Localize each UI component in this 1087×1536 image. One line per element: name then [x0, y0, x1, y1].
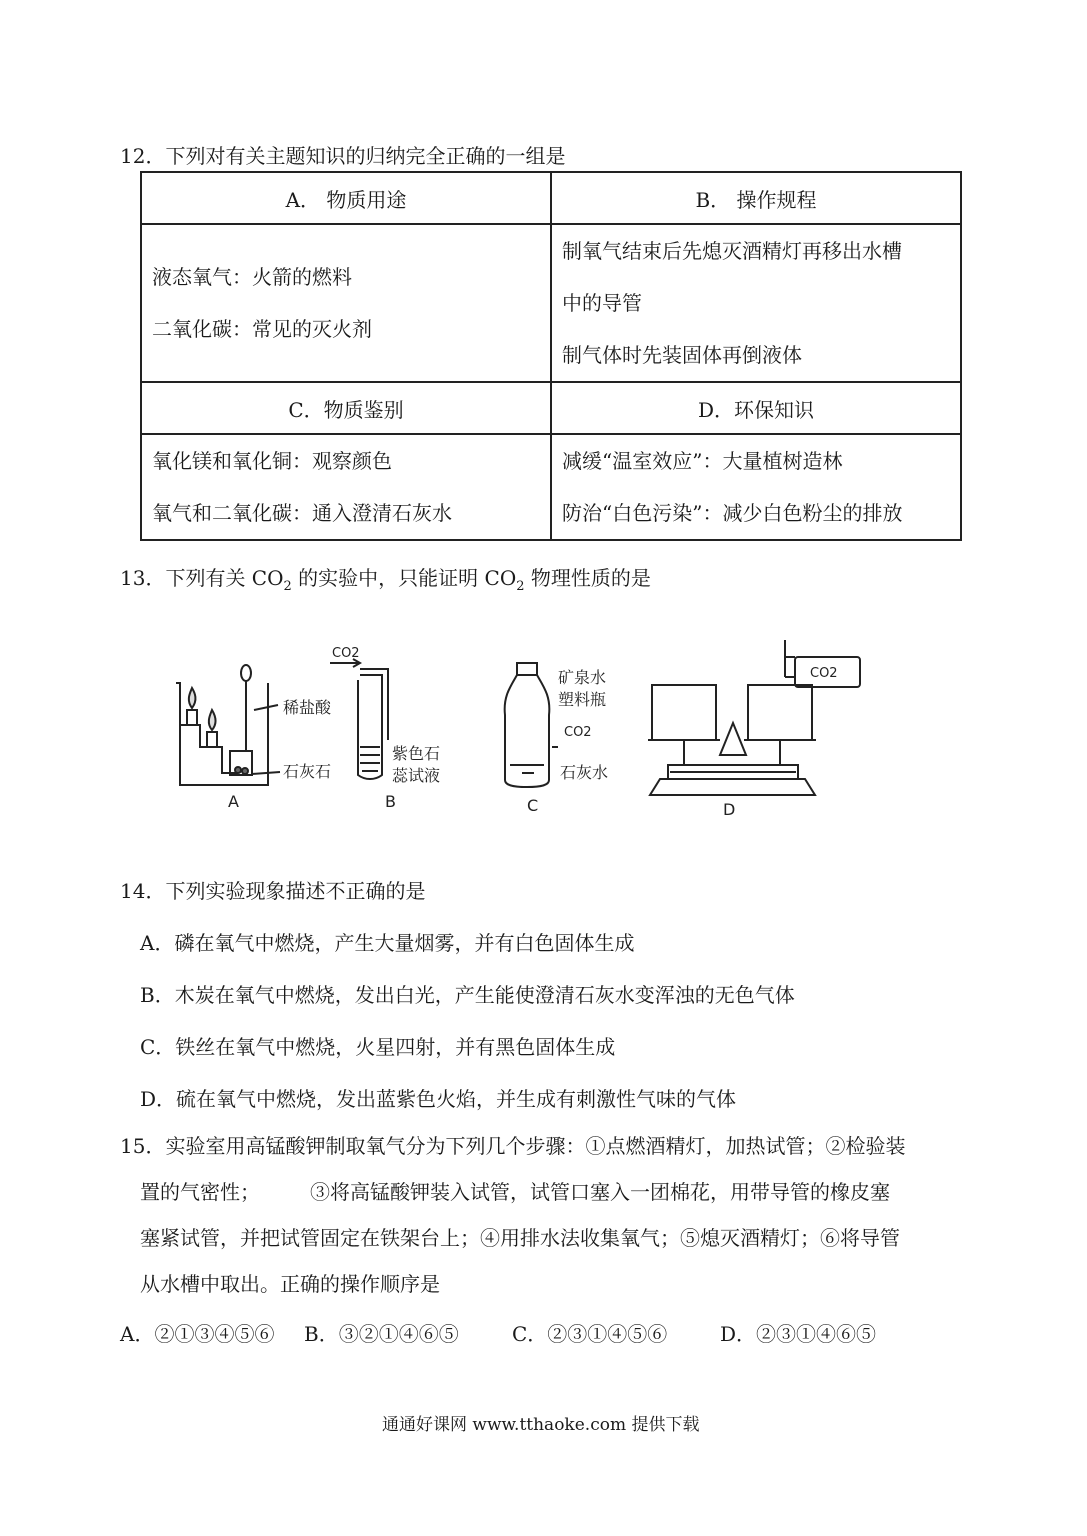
q12-a-content [141, 224, 551, 382]
q12-c-header: C．物质鉴别 [141, 382, 551, 434]
q12-stem: 12．下列对有关主题知识的归纳完全正确的一组是 [120, 144, 566, 168]
q12-a-line: 液态氧气：火箭的燃料 [152, 265, 352, 289]
q12-b-content [551, 224, 961, 382]
q12-d-content [551, 434, 961, 540]
q13-stem: 13．下列有关 $CO_2$ 的实验中，只能证明 $CO_2$ 物理性质的是 [120, 566, 651, 594]
c-gas-label: CO2 [564, 725, 592, 740]
q14-option-d: D．硫在氧气中燃烧，发出蓝紫色火焰，并生成有刺激性气味的气体 [140, 1087, 737, 1111]
q14-option-a: A．磷在氧气中燃烧，产生大量烟雾，并有白色固体生成 [140, 931, 635, 955]
q14-stem: 14．下列实验现象描述不正确的是 [120, 879, 426, 903]
q14-option-c: C．铁丝在氧气中燃烧，火星四射，并有黑色固体生成 [140, 1035, 616, 1059]
q15-line: 置的气密性； ③将高锰酸钾装入试管，试管口塞入一团棉花，用带导管的橡皮塞 [140, 1180, 890, 1204]
c-caption: C [527, 796, 539, 815]
q12-d-header: D．环保知识 [551, 382, 961, 434]
b-label-1: 紫色石 [392, 744, 441, 763]
q12-b-header: B． 操作规程 [551, 172, 961, 224]
c-label-2: 塑料瓶 [558, 690, 607, 709]
q12-c-line: 氧化镁和氧化铜：观察颜色 [152, 449, 392, 473]
figure-d-apparatus [648, 640, 860, 795]
q13-figure [160, 635, 880, 820]
q15-line: 15．实验室用高锰酸钾制取氧气分为下列几个步骤：①点燃酒精灯，加热试管；②检验装 [120, 1134, 906, 1158]
q12-a-line: 二氧化碳：常见的灭火剂 [152, 317, 372, 341]
q15-line: 从水槽中取出。正确的操作顺序是 [140, 1272, 440, 1296]
a-caption: A [228, 792, 239, 811]
q12-b-line: 中的导管 [562, 291, 642, 315]
a-label-acid: 稀盐酸 [283, 698, 332, 717]
a-label-limestone: 石灰石 [283, 762, 332, 781]
figure-c-apparatus [505, 663, 558, 787]
q12-c-content [141, 434, 551, 540]
q15-option-c: C．②③①④⑤⑥ [512, 1322, 668, 1346]
c-label-1: 矿泉水 [558, 668, 607, 687]
q15-line: 塞紧试管，并把试管固定在铁架台上；④用排水法收集氧气；⑤熄灭酒精灯；⑥将导管 [140, 1226, 900, 1250]
figure-b-apparatus [330, 659, 388, 779]
figure-a-apparatus [176, 665, 280, 785]
q14-option-b: B．木炭在氧气中燃烧，发出白光，产生能使澄清石灰水变浑浊的无色气体 [140, 983, 795, 1007]
q12-d-line: 防治“白色污染”：减少白色粉尘的排放 [562, 501, 903, 525]
q12-table [140, 171, 962, 541]
q15-option-d: D．②③①④⑥⑤ [720, 1322, 877, 1346]
q12-b-line: 制氧气结束后先熄灭酒精灯再移出水槽 [562, 239, 902, 263]
b-label-2: 蕊试液 [392, 766, 441, 785]
q15-option-a: A．②①③④⑤⑥ [120, 1322, 275, 1346]
page-footer: 通通好课网 www.tthaoke.com 提供下载 [382, 1415, 700, 1435]
d-caption: D [723, 800, 736, 819]
d-gas-label: CO2 [810, 666, 838, 681]
q12-a-header: A． 物质用途 [141, 172, 551, 224]
q12-b-line: 制气体时先装固体再倒液体 [562, 343, 802, 367]
b-caption: B [385, 792, 396, 811]
b-gas-label: CO2 [332, 646, 360, 661]
c-label-3: 石灰水 [560, 763, 609, 782]
q15-option-b: B．③②①④⑥⑤ [304, 1322, 459, 1346]
q12-c-line: 氧气和二氧化碳：通入澄清石灰水 [152, 501, 452, 525]
q12-d-line: 减缓“温室效应”：大量植树造林 [562, 449, 843, 473]
